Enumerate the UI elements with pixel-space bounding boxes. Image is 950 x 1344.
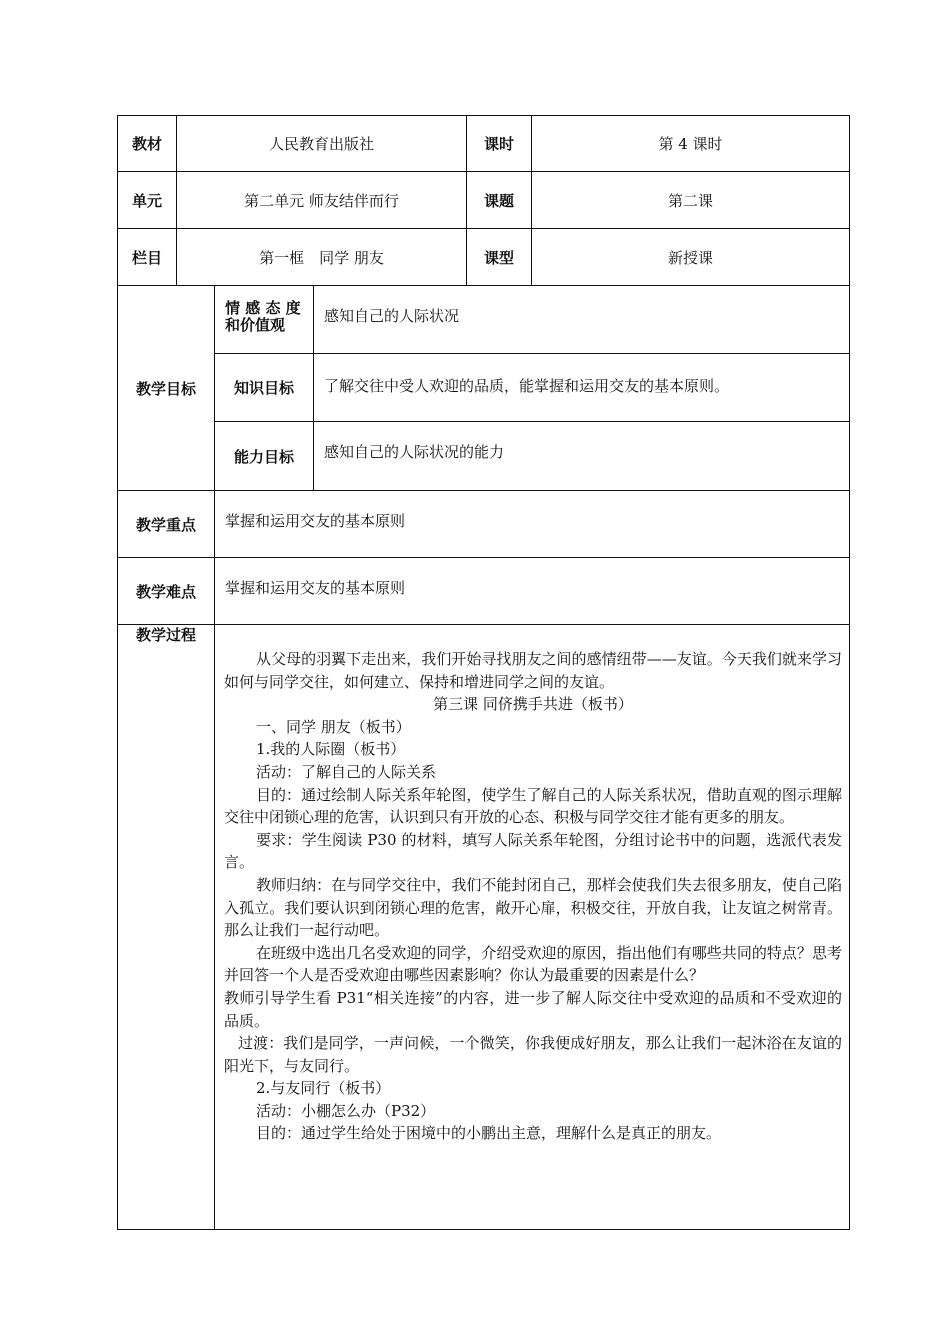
lesson-value: 第二课 [667, 191, 713, 210]
column-value: 第一框 同学 朋友 [259, 248, 384, 267]
table-border-bottom [117, 1229, 850, 1230]
textbook-label: 教材 [131, 135, 162, 153]
period-value: 第 4 课时 [658, 135, 723, 153]
ability-objective-value: 感知自己的人际状况的能力 [324, 442, 505, 461]
emotion-objective-label [215, 300, 313, 340]
process-subsection-heading: 2.与友同行（板书） [256, 1079, 391, 1098]
process-paragraph: 要求：学生阅读 P30 的材料，填写人际关系年轮图，分组讨论书中的问题，选派代表发言。 [224, 830, 842, 872]
table-border-right [849, 115, 850, 1230]
process-paragraph: 从父母的羽翼下走出来，我们开始寻找朋友之间的感情纽带——友谊。今天我们就来学习如何与同学交往，如何建立、保持和增进同学之间的友谊。 [224, 650, 842, 691]
process-paragraph: 在班级中选出几名受欢迎的同学，介绍受欢迎的原因，指出他们有哪些共同的特点？思考并回答一个人是否受欢迎由哪些因素影响？你认为最重要的因素是什么？ [224, 943, 842, 985]
period-label: 课时 [483, 135, 514, 153]
lesson-label: 课题 [483, 191, 514, 210]
emotion-objective-value: 感知自己的人际状况 [324, 306, 460, 325]
process-content [224, 648, 842, 1145]
unit-value: 第二单元 师友结伴而行 [244, 191, 399, 210]
column-label: 栏目 [131, 248, 162, 267]
row-divider [117, 557, 850, 558]
row-divider [117, 490, 850, 491]
type-label: 课型 [483, 248, 514, 267]
knowledge-objective-label: 知识目标 [233, 379, 294, 397]
process-label: 教学过程 [135, 625, 196, 644]
ability-objective-label: 能力目标 [233, 447, 294, 466]
row-divider [117, 285, 850, 286]
emotion-label-line1: 情 感 态 度 [225, 299, 301, 317]
process-section-heading: 一、同学 朋友（板书） [256, 717, 411, 736]
process-activity: 活动：了解自己的人际关系 [256, 762, 437, 781]
row-divider [117, 624, 850, 625]
key-point-label: 教学重点 [135, 515, 196, 534]
unit-label: 单元 [131, 191, 162, 210]
type-value: 新授课 [667, 248, 713, 267]
key-point-value: 掌握和运用交友的基本原则 [225, 511, 406, 530]
textbook-value: 人民教育出版社 [268, 135, 374, 153]
difficulty-value: 掌握和运用交友的基本原则 [225, 578, 406, 597]
process-paragraph: 教师引导学生看 P31“相关连接”的内容，进一步了解人际交往中受欢迎的品质和不受欢迎的品质。 [224, 988, 842, 1030]
process-paragraph: 教师归纳：在与同学交往中，我们不能封闭自己，那样会使我们失去很多朋友，使自己陷入孤立。我们要认识到闭锁心理的危害，敞开心扉，积极交往，开放自我，让友谊之树常青。那么让我们一起行动吧。 [224, 875, 842, 940]
difficulty-label: 教学难点 [135, 582, 196, 601]
knowledge-objective-value: 了解交往中受人欢迎的品质，能掌握和运用交友的基本原则。 [324, 376, 730, 395]
process-paragraph: 过渡：我们是同学，一声问候，一个微笑，你我便成好朋友，那么让我们一起沐浴在友谊的阳光下，与友同行。 [224, 1034, 842, 1075]
process-paragraph: 目的：通过绘制人际关系年轮图，使学生了解自己的人际关系状况，借助直观的图示理解交往中闭锁心理的危害，认识到只有开放的心态、积极与同学交往才能有更多的朋友。 [224, 785, 842, 827]
process-lesson-title: 第三课 同侪携手共进（板书） [433, 695, 633, 714]
process-subsection-heading: 1.我的人际圈（板书） [256, 740, 406, 759]
emotion-label-line2: 和价值观 [225, 316, 286, 334]
process-paragraph: 目的：通过学生给处于困境中的小鹏出主意，理解什么是真正的朋友。 [256, 1124, 722, 1143]
process-activity: 活动：小棚怎么办（P32） [256, 1101, 436, 1120]
objectives-label: 教学目标 [135, 379, 196, 398]
